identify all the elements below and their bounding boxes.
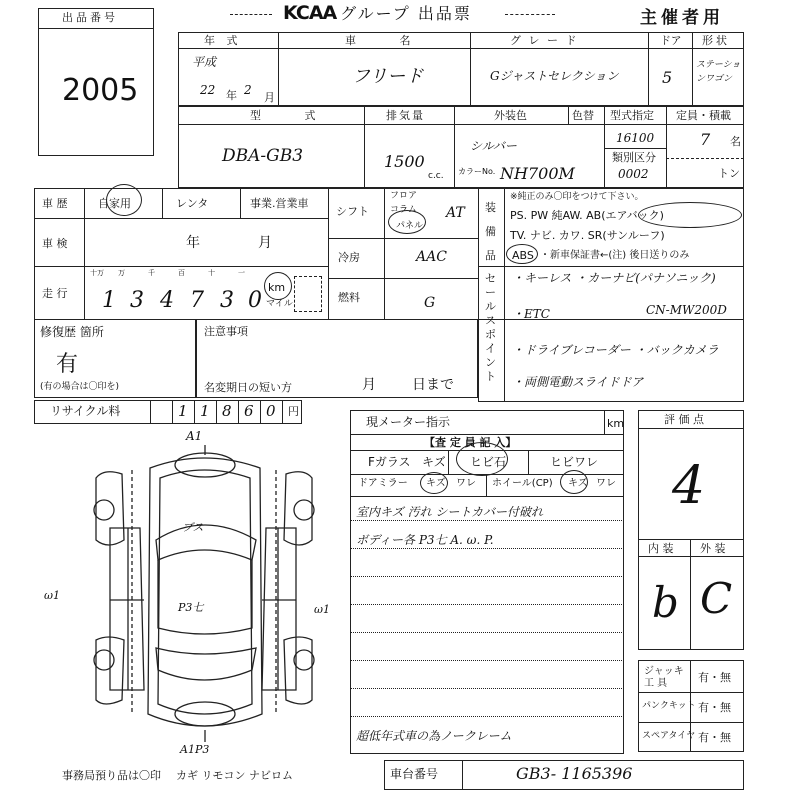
km-unit: km (268, 281, 286, 294)
category-label: 類別区分 (612, 151, 656, 164)
floor-label: フロア (390, 191, 418, 201)
year-unit: 年 (226, 89, 237, 102)
digit-label: 千 (148, 269, 155, 277)
month: 2 (244, 83, 252, 97)
equipment-line3: ・新車保証書←(注) 後日送りのみ (540, 250, 690, 261)
organizer-label: 主催者用 (640, 8, 724, 28)
meter-unit: km (607, 417, 625, 430)
comment-3: 超低年式車の為ノークレーム (356, 729, 512, 743)
year-type-label: 年 式 (204, 34, 242, 47)
displacement-label: 排気量 (386, 109, 425, 122)
name-change-label: 名変期日の短い方 (204, 381, 292, 394)
color-name: シルバー (470, 139, 517, 153)
inspection-label: 車 検 (42, 237, 68, 250)
jack: 有・無 (698, 671, 731, 684)
exterior-label: 外装色 (494, 109, 527, 122)
comment-2: ボディー各 P3七 A. ω. P. (356, 533, 494, 547)
type-designation-label: 型式指定 (610, 109, 654, 122)
rating-label: 評 価 点 (664, 413, 704, 426)
abs: ABS (512, 249, 534, 262)
office-label: 事務局預り品は〇印 (62, 769, 161, 782)
business-use: 事業.営業車 (250, 197, 309, 210)
mileage-digit: 4 (160, 288, 174, 313)
doors: 5 (662, 68, 673, 87)
sales-points-label: セールスポイント (485, 272, 496, 383)
history-label: 車 歴 (42, 197, 68, 210)
column-label: コラム (390, 205, 417, 215)
car-name-label: 車 名 (345, 34, 431, 47)
mileage-digit: 3 (220, 288, 234, 313)
mirror-break: ワレ (456, 478, 476, 489)
fuel-label: 燃料 (338, 291, 360, 304)
mile-unit: マイル (266, 299, 293, 309)
mirror-dent-circle (420, 472, 448, 494)
crack-label: ヒビ石 (470, 455, 507, 469)
repair-note: (有の場合は〇印を) (40, 382, 120, 392)
grade: Gジャストセレクション (490, 69, 619, 83)
model: DBA-GB3 (222, 146, 304, 166)
inspection-year: 年 (186, 235, 200, 251)
sales-point: ・ドライブレコーダー ・バックカメラ (512, 343, 719, 357)
puncture-label: パンクキット (642, 701, 696, 711)
recycle-digit: 1 (178, 402, 188, 420)
diagram-bottom: A1P3 (180, 743, 210, 756)
wheel-dent-circle (560, 470, 588, 494)
body-label: 形状 (702, 34, 730, 47)
repair-value: 有 (56, 352, 79, 377)
displacement: 1500 (384, 152, 425, 171)
mileage-digit: 0 (248, 288, 262, 313)
cc-unit: c.c. (428, 171, 444, 181)
notes-label: 注意事項 (204, 325, 248, 338)
recycle-digit: 0 (266, 402, 276, 420)
office-items: カギ リモコン ナビロム (176, 769, 293, 782)
interior-label: 内 装 (648, 542, 674, 555)
form-title: .グループ 出品票 (333, 4, 472, 23)
inspection-month: 月 (258, 235, 272, 251)
crack2-label: ヒビワレ (550, 455, 599, 469)
jack-label: ジャッキ工 具 (644, 666, 684, 689)
crack-circle (456, 442, 508, 476)
shift-label: シフト (336, 205, 369, 218)
ac: AAC (416, 249, 447, 265)
diagram-top: A1 (186, 429, 203, 443)
wheel-break: ワレ (596, 478, 616, 489)
spare-label: スペアタイヤ (642, 731, 696, 741)
sales-point: ・ETC (512, 307, 550, 321)
equipment-line2: TV. ナビ. カワ. SR(サンルーフ) (510, 229, 665, 242)
name-change-month: 月 (362, 377, 376, 393)
diagram-right: ω1 (314, 603, 330, 616)
type-designation: 16100 (616, 131, 655, 145)
exterior-grade: C (700, 574, 733, 623)
mileage-label: 走 行 (42, 287, 68, 300)
chassis-label: 車台番号 (390, 767, 439, 781)
mileage-digit: 3 (130, 288, 144, 313)
ton-unit: トン (718, 167, 740, 180)
comment-1: 室内キズ 汚れ シートカバー付破れ (356, 505, 544, 519)
wheel-dent: キズ (568, 478, 588, 489)
puncture: 有・無 (698, 701, 731, 714)
fuel: G (424, 295, 436, 311)
mileage-digit: 1 (102, 288, 116, 313)
doors-label: ドア (660, 34, 682, 47)
panel-label: パネル (396, 221, 424, 231)
digit-label: 一 (238, 269, 245, 277)
private-use: 自家用 (98, 197, 131, 210)
capacity-unit: 名 (730, 135, 741, 148)
model-label: 型 式 (250, 109, 336, 122)
rating-score: 4 (672, 456, 706, 516)
wheel-label: ホイール(CP) (492, 478, 553, 489)
car-name: フリード (352, 66, 424, 87)
diagram-center: P3七 (178, 601, 204, 614)
recycle-digit: 1 (200, 402, 210, 420)
digit-label: 十万 (90, 269, 104, 277)
era: 平成 (192, 55, 217, 69)
chip-label: キズ (422, 455, 446, 469)
digit-label: 百 (178, 269, 185, 277)
lot-number-label: 出品番号 (62, 11, 118, 24)
recycle-digit: 8 (222, 402, 232, 420)
repair-label: 修復歴 箇所 (40, 325, 104, 339)
year: 22 (200, 83, 216, 97)
mirror-dent: キズ (426, 478, 446, 489)
color-no: NH700M (500, 164, 575, 183)
capacity-label: 定員・積載 (676, 109, 731, 122)
color-change-label: 色替 (572, 109, 594, 122)
month-unit: 月 (264, 91, 275, 104)
mirror-label: ドアミラー (358, 478, 408, 489)
recycle-digit: 6 (244, 402, 254, 420)
sales-point: ・両側電動スライドドア (512, 375, 644, 389)
recycle-unit: 円 (288, 405, 299, 418)
interior-grade: b (652, 578, 679, 627)
digit-label: 十 (208, 269, 215, 277)
exterior-label: 外 装 (700, 542, 726, 555)
diagram-front: ブス (182, 521, 204, 534)
glass-label: Fガラス (368, 455, 411, 469)
equipment-note: ※純正のみ〇印をつけて下さい。 (510, 192, 644, 202)
mileage-digit: 7 (190, 288, 204, 313)
category: 0002 (618, 167, 649, 181)
lot-number: 2005 (62, 73, 139, 108)
sales-point: ・キーレス ・カーナビ(パナソニック) (512, 271, 716, 285)
meter-label: 現メーター指示 (366, 415, 451, 429)
logo: KCAA (283, 2, 337, 24)
color-no-label: カラーNo. (458, 167, 496, 176)
chassis-value: GB3- 1165396 (516, 764, 633, 783)
capacity: 7 (700, 130, 711, 149)
body: ステーションワゴン (696, 60, 741, 84)
equipment-label: 装備品 (485, 201, 496, 262)
digit-label: 万 (118, 269, 125, 277)
recycle-label: リサイクル料 (50, 404, 121, 418)
shift: AT (446, 205, 465, 221)
equipment-line1: PS. PW 純AW. AB(エアバック) (510, 209, 664, 222)
spare: 有・無 (698, 731, 731, 744)
grade-label: グ レ ー ド (510, 34, 579, 47)
inspector-header: 【査 定 員 記 入】 (424, 436, 517, 449)
rental: レンタ (176, 197, 209, 210)
diagram-left: ω1 (44, 589, 60, 602)
name-change-day: 日まで (412, 377, 454, 393)
ac-label: 冷房 (338, 251, 360, 264)
sales-point: CN-MW200D (646, 303, 727, 317)
